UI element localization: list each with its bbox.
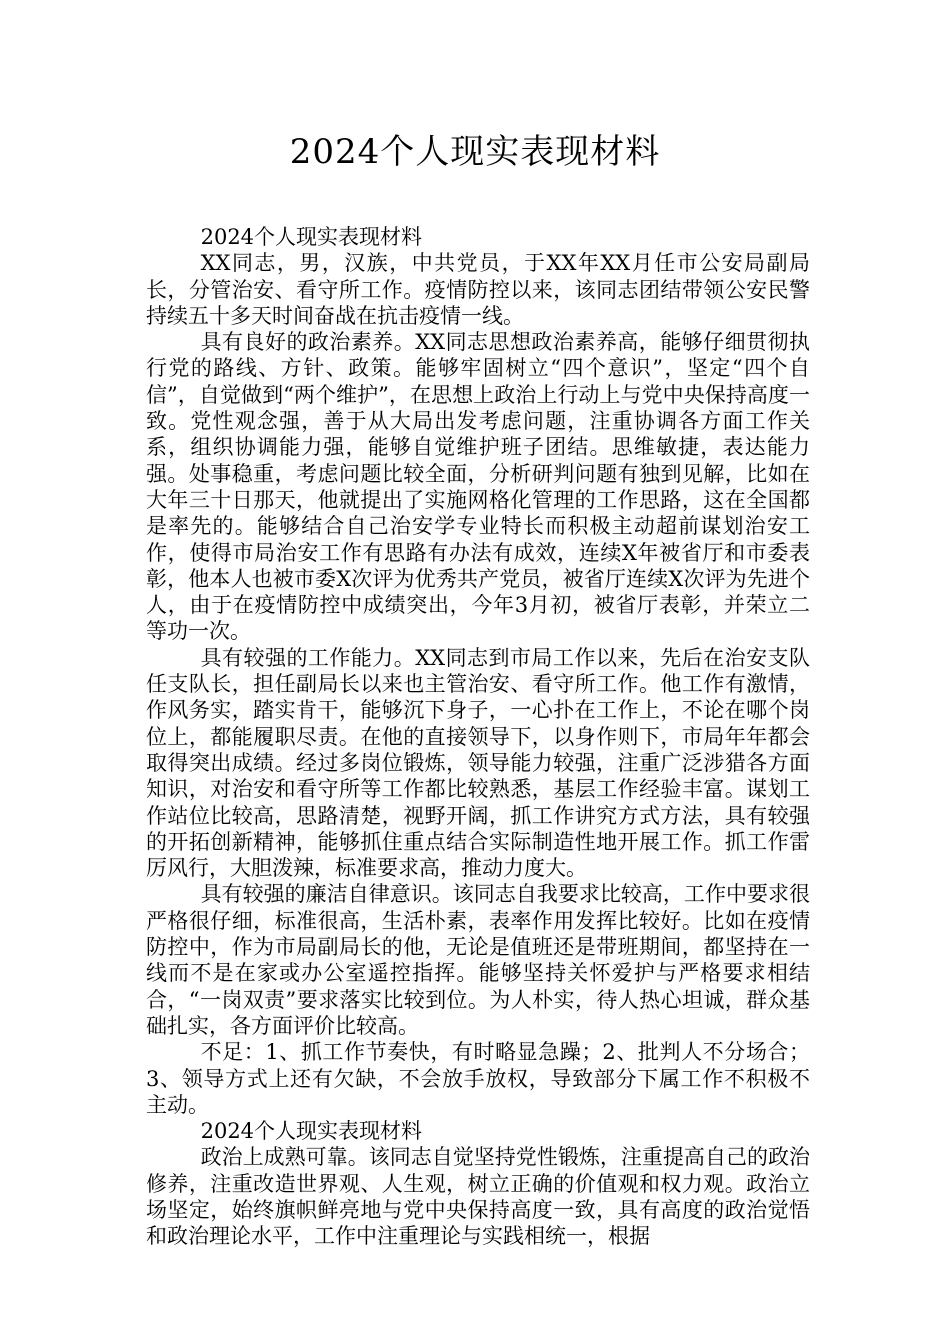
second-subtitle-paragraph: 2024个人现实表现材料 <box>200 1119 423 1144</box>
intro-paragraph: XX同志，男，汉族，中共党员，于XX年XX月任市公安局副局长，分管治安、看守所工作。疫情防控以来，该同志团结带领公安民警持续五十多天时间奋战在抗击疫情一线。 <box>146 251 810 328</box>
document-title: 2024个人现实表现材料 <box>289 132 661 172</box>
integrity-paragraph: 具有较强的廉洁自律意识。该同志自我要求比较高，工作中要求很严格很仔细，标准很高，生活朴素，表率作用发挥比较好。比如在疫情防控中，作为市局副局长的他，无论是值班还是带班期间，都坚持在一线而不是在家或办公室遥控指挥。能够坚持关怀爱护与严格要求相结合，“一岗双责”要求落实比较到位。为人朴实，待人热心坦诚，群众基础扎实，各方面评价比较高。 <box>146 882 810 1038</box>
document-body <box>146 224 810 1250</box>
subtitle-paragraph: 2024个人现实表现材料 <box>200 225 423 249</box>
political-maturity-paragraph: 政治上成熟可靠。该同志自觉坚持党性锻炼，注重提高自己的政治修养，注重改造世界观、人生观，树立正确的价值观和权力观。政治立场坚定，始终旗帜鲜亮地与党中央保持高度一致，具有高度的政治觉悟和政治理论水平，工作中注重理论与实践相统一，根据 <box>146 1145 810 1249</box>
shortcomings-paragraph: 不足：1、抓工作节奏快，有时略显急躁；2、批判人不分场合；3、领导方式上还有欠缺，不会放手放权，导致部分下属工作不积极不主动。 <box>146 1040 810 1117</box>
political-quality-paragraph: 具有良好的政治素养。XX同志思想政治素养高，能够仔细贯彻执行党的路线、方针、政策。能够牢固树立“四个意识”，坚定“四个自信”，自觉做到“两个维护”，在思想上政治上行动上与党中央保持高度一致。党性观念强，善于从大局出发考虑问题，注重协调各方面工作关系，组织协调能力强，能够自觉维护班子团结。思维敏捷，表达能力强。处事稳重，考虑问题比较全面，分析研判问题有独到见解，比如在大年三十日那天，他就提出了实施网格化管理的工作思路，这在全国都是率先的。能够结合自己治安学专业特长而积极主动超前谋划治安工作，使得市局治安工作有思路有办法有成效，连续X年被省厅和市委表彰，他本人也被市委X次评为优秀共产党员，被省厅连续X次评为先进个人，由于在疫情防控中成绩突出，今年3月初，被省厅表彰，并荣立二等功一次。 <box>146 330 810 644</box>
work-ability-paragraph: 具有较强的工作能力。XX同志到市局工作以来，先后在治安支队任支队长，担任副局长以来也主管治安、看守所工作。他工作有激情，作风务实，踏实肯干，能够沉下身子，一心扑在工作上，不论在哪个岗位上，都能履职尽责。在他的直接领导下，以身作则下，市局年年都会取得突出成绩。经过多岗位锻炼，领导能力较强，注重广泛涉猎各方面知识，对治安和看守所等工作都比较熟悉，基层工作经验丰富。谋划工作站位比较高，思路清楚，视野开阔，抓工作讲究方式方法，具有较强的开拓创新精神，能够抓住重点结合实际制造性地开展工作。抓工作雷厉风行，大胆泼辣，标准要求高，推动力度大。 <box>146 645 810 881</box>
